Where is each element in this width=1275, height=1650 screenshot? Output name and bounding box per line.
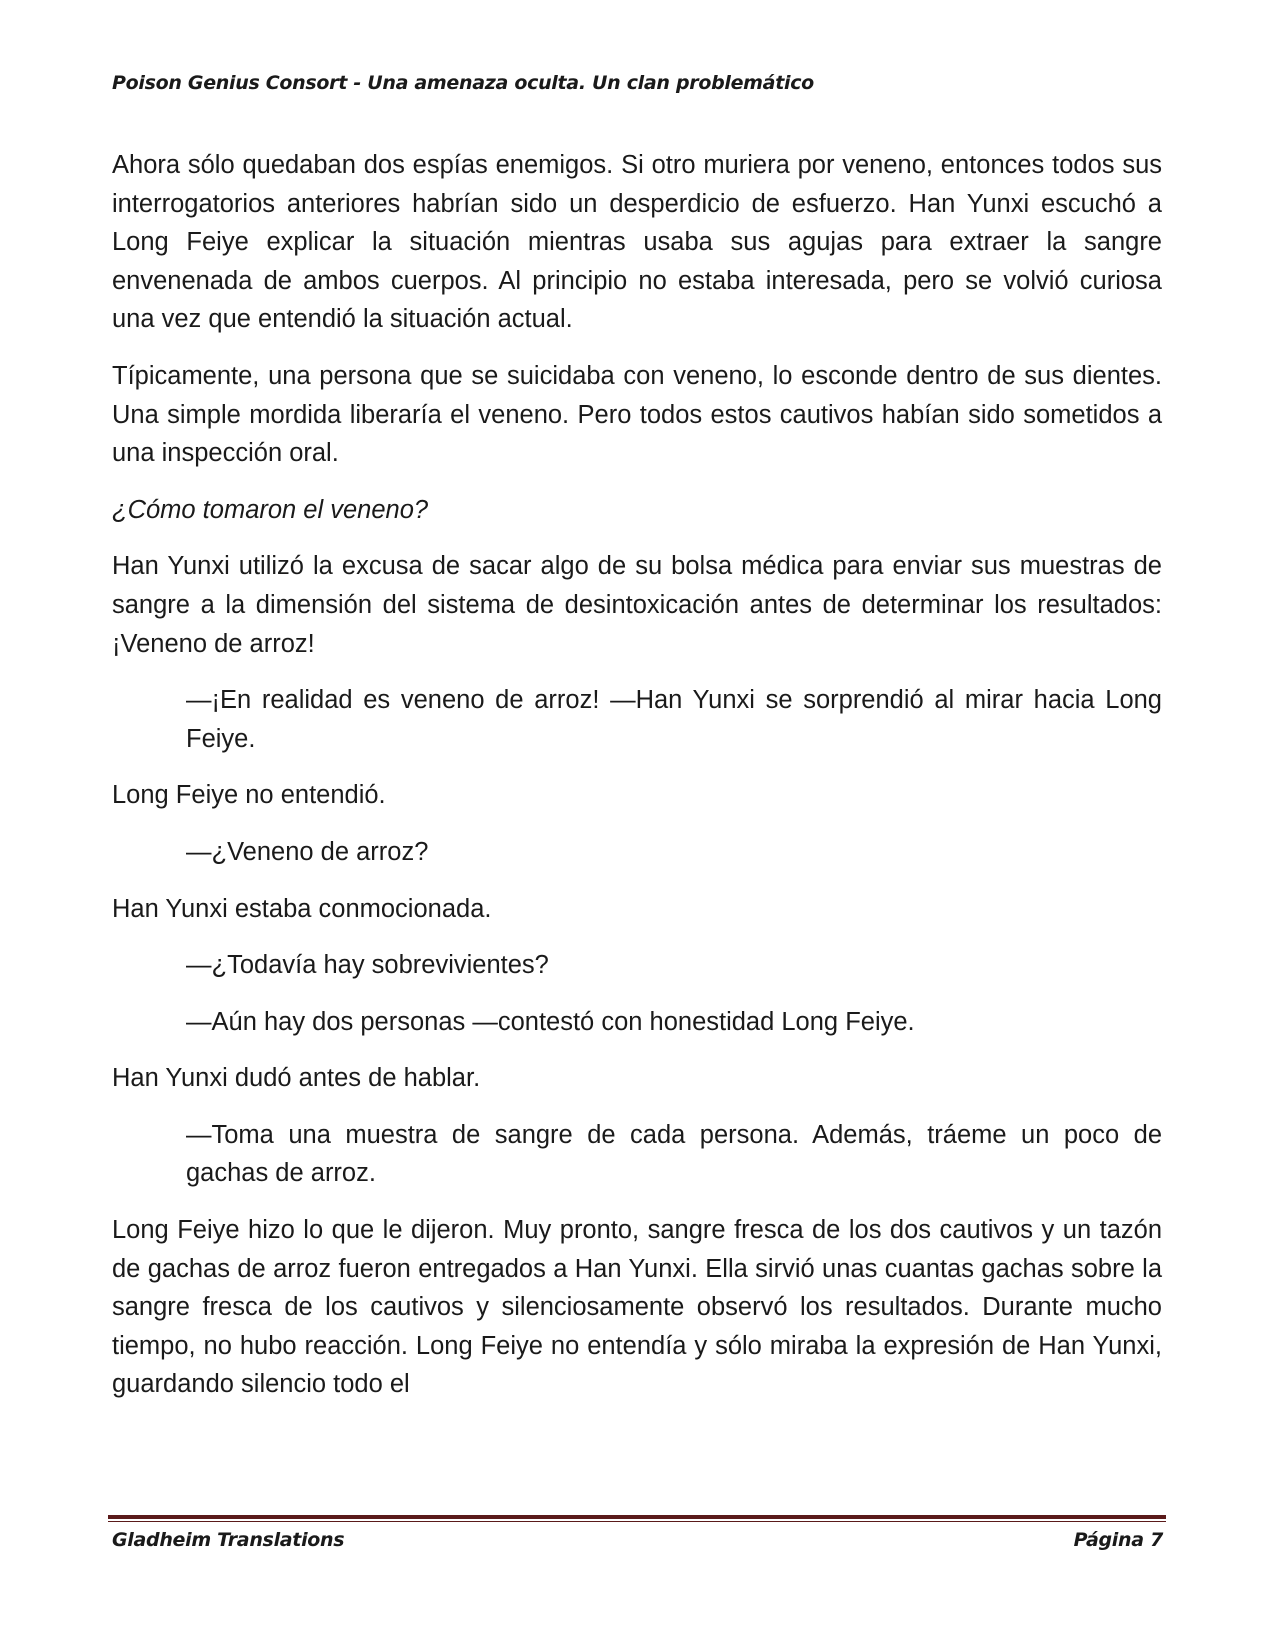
dialogue-line: —¿Todavía hay sobrevivientes?	[186, 951, 549, 980]
paragraph: Han Yunxi utilizó la excusa de sacar algo de su bolsa médica para enviar sus muestras de sangre a la dimensión del sistema de desintoxicación antes de determinar los resultados: ¡Veneno de arroz!	[112, 552, 1162, 658]
page-body	[112, 146, 1162, 1422]
dialogue-line: —Aún hay dos personas —contestó con honestidad Long Feiye.	[186, 1007, 915, 1036]
paragraph: Long Feiye no entendió.	[112, 781, 386, 810]
paragraph: Típicamente, una persona que se suicidaba con veneno, lo esconde dentro de sus dientes. Una simple mordida liberaría el veneno. Pero todos estos cautivos habían sido sometidos a una inspección oral.	[112, 361, 1162, 468]
footer-divider-thin	[108, 1521, 1166, 1522]
paragraph: Ahora sólo quedaban dos espías enemigos. Si otro muriera por veneno, entonces todos sus interrogatorios anteriores habrían sido un desperdicio de esfuerzo. Han Yunxi escuchó a Long Feiye explicar la situación mientras usaba sus agujas para extraer la sangre envenenada de ambos cuerpos. Al principio no estaba interesada, pero se volvió curiosa una vez que entendió la situación actual.	[112, 151, 1162, 334]
paragraph-italic-thought: ¿Cómo tomaron el veneno?	[112, 495, 429, 524]
paragraph: Han Yunxi dudó antes de hablar.	[112, 1064, 481, 1093]
paragraph: Long Feiye hizo lo que le dijeron. Muy pronto, sangre fresca de los dos cautivos y un tazón de gachas de arroz fueron entregados a Han Yunxi. Ella sirvió unas cuantas gachas sobre la sangre fresca de los cautivos y silenciosamente observó los resultados. Durante mucho tiempo, no hubo reacción. Long Feiye no entendía y sólo miraba la expresión de Han Yunxi, guardando silencio todo el	[112, 1216, 1162, 1399]
footer-publisher: Gladheim Translations	[112, 1529, 345, 1551]
paragraph: Han Yunxi estaba conmocionada.	[112, 894, 492, 923]
dialogue-line: —¡En realidad es veneno de arroz! —Han Yunxi se sorprendió al mirar hacia Long Feiye.	[186, 686, 1162, 753]
dialogue-line: —Toma una muestra de sangre de cada persona. Además, tráeme un poco de gachas de arroz.	[186, 1120, 1162, 1188]
footer-page-number: Página 7	[1073, 1529, 1163, 1551]
footer-divider	[108, 1515, 1166, 1519]
page-header-title: Poison Genius Consort - Una amenaza oculta. Un clan problemático	[112, 72, 814, 94]
dialogue-line: —¿Veneno de arroz?	[186, 837, 429, 866]
